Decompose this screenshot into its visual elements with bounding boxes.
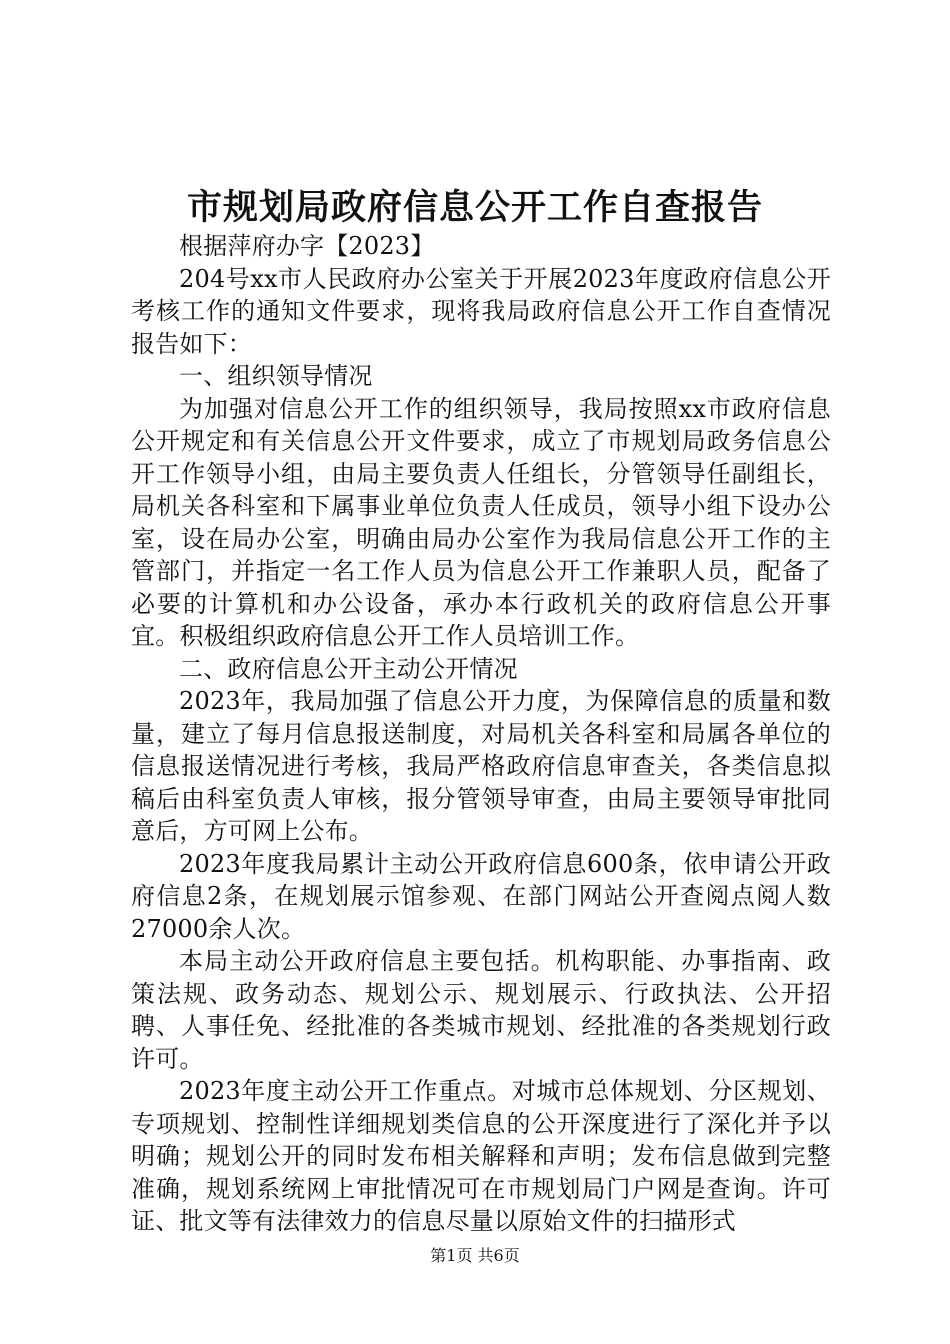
paragraph-2023-efforts: 2023年，我局加强了信息公开力度，为保障信息的质量和数量，建立了每月信息报送制度，对局机关各科室和局属各单位的信息报送情况进行考核，我局严格政府信息审查关，各类信息拟稿后由科室负责人审核，报分管领导审查，由局主要领导审批同意后，方可网上公布。 bbox=[131, 687, 831, 845]
intro-paragraph: 204号xx市人民政府办公室关于开展2023年度政府信息公开考核工作的通知文件要求，现将我局政府信息公开工作自查情况报告如下： bbox=[131, 264, 831, 358]
document-title: 市规划局政府信息公开工作自查报告 bbox=[186, 187, 763, 228]
section-heading-2: 二、政府信息公开主动公开情况 bbox=[179, 654, 518, 683]
paragraph-statistics: 2023年度我局累计主动公开政府信息600条，依申请公开政府信息2条，在规划展示馆参观、在部门网站公开查阅点阅人数27000余人次。 bbox=[131, 849, 831, 943]
page-footer: 第1页 共6页 bbox=[430, 1246, 520, 1265]
document-body bbox=[131, 230, 831, 1238]
intro-line: 根据萍府办字【2023】 bbox=[179, 232, 435, 260]
section-heading-1: 一、组织领导情况 bbox=[179, 362, 373, 390]
paragraph-organization: 为加强对信息公开工作的组织领导，我局按照xx市政府信息公开规定和有关信息公开文件要求，成立了市规划局政务信息公开工作领导小组，由局主要负责人任组长，分管领导任副组长，局机关各科室和下属事业单位负责人任成员，领导小组下设办公室，设在局办公室，明确由局办公室作为我局信息公开工作的主管部门，并指定一名工作人员为信息公开工作兼职人员，配备了必要的计算机和办公设备，承办本行政机关的政府信息公开事宜。积极组织政府信息公开工作人员培训工作。 bbox=[131, 394, 831, 650]
paragraph-key-points: 2023年度主动公开工作重点。对城市总体规划、分区规划、专项规划、控制性详细规划类信息的公开深度进行了深化并予以明确；规划公开的同时发布相关解释和声明；发布信息做到完整准确，规划系统网上审批情况可在市规划局门户网是查询。许可证、批文等有法律效力的信息尽量以原始文件的扫描形式 bbox=[131, 1077, 831, 1235]
paragraph-contents: 本局主动公开政府信息主要包括。机构职能、办事指南、政策法规、政务动态、规划公示、规划展示、行政执法、公开招聘、人事任免、经批准的各类城市规划、经批准的各类规划行政许可。 bbox=[131, 947, 831, 1073]
